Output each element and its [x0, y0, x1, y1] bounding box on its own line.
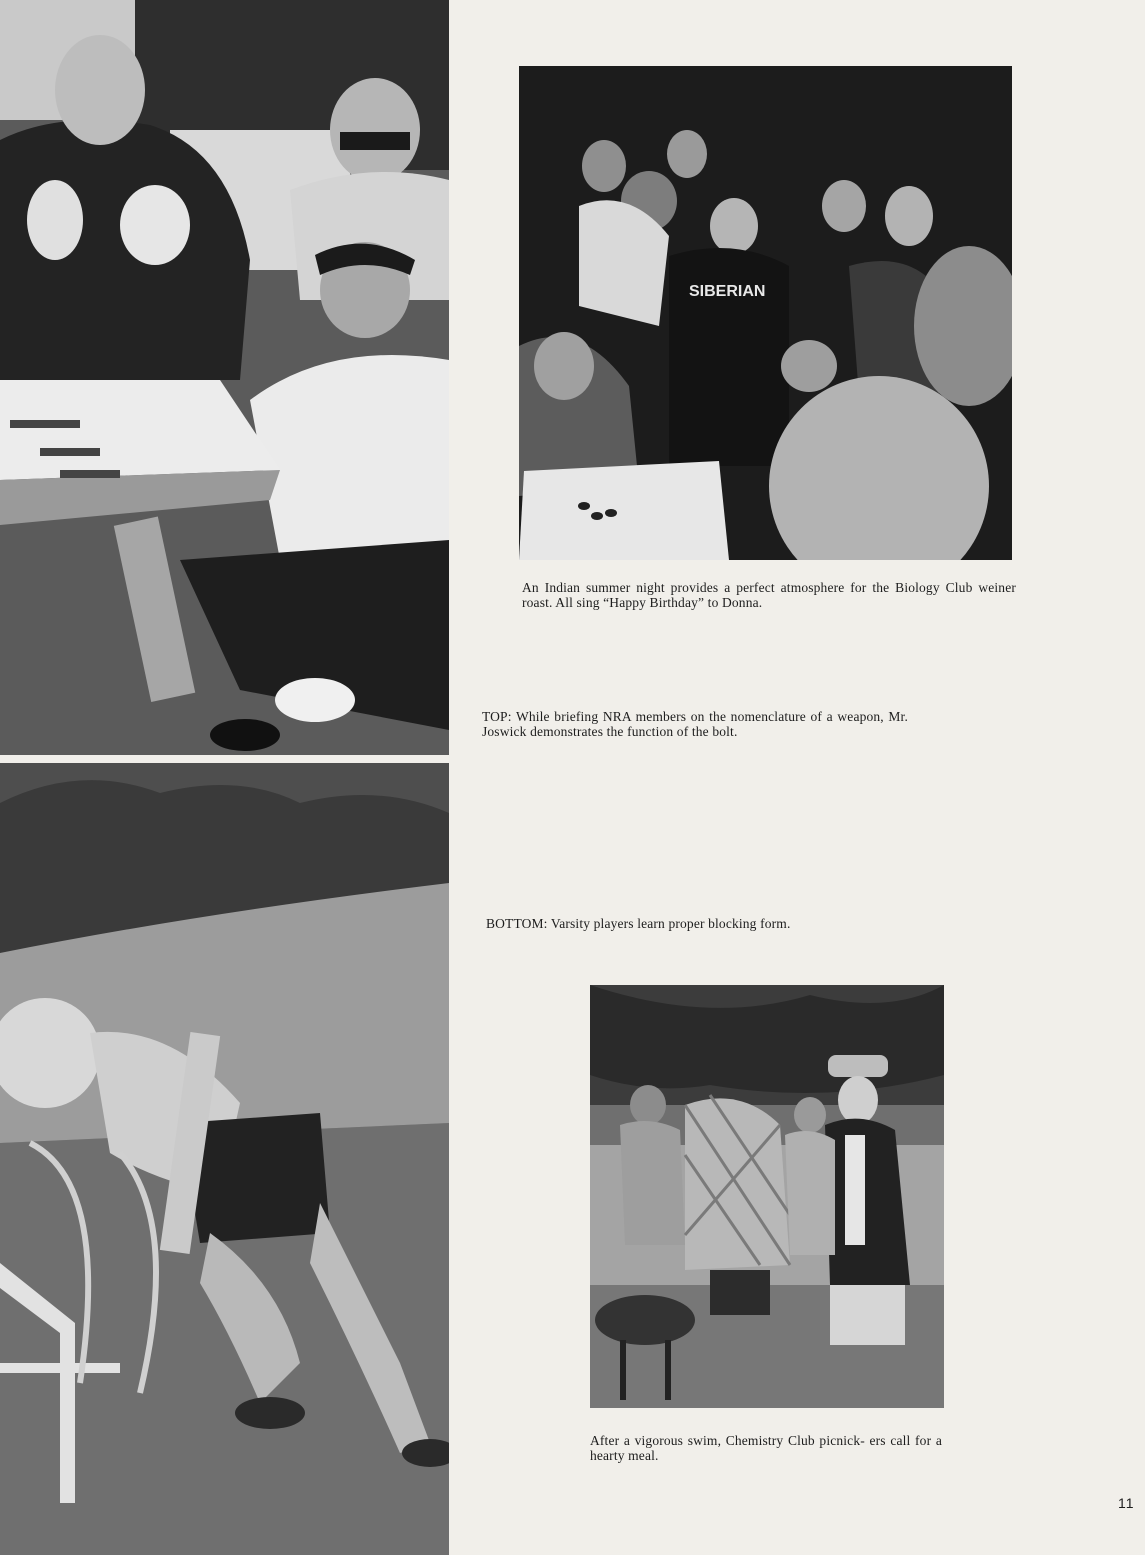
sweatshirt-lettering: SIBERIAN [689, 283, 766, 300]
biology-club-photo [519, 66, 1012, 560]
biology-photo-image [519, 66, 1012, 560]
bottom-photo-caption: BOTTOM: Varsity players learn proper blocking form. [486, 916, 791, 931]
chemistry-photo-image [590, 985, 944, 1408]
chemistry-club-caption: After a vigorous swim, Chemistry Club picnick- ers call for a hearty meal. [590, 1433, 942, 1463]
football-photo-image [0, 763, 449, 1555]
chemistry-club-photo [590, 985, 944, 1408]
top-photo-caption: TOP: While briefing NRA members on the nomenclature of a weapon, Mr. Joswick demonstrates the function of the bolt. [482, 709, 908, 739]
nra-briefing-photo [0, 0, 449, 755]
biology-club-caption: An Indian summer night provides a perfect atmosphere for the Biology Club weiner roast. All sing “Happy Birthday” to Donna. [522, 580, 1016, 610]
nra-photo-image [0, 0, 449, 755]
page-number: 11 [1118, 1495, 1135, 1511]
football-blocking-photo [0, 763, 449, 1555]
